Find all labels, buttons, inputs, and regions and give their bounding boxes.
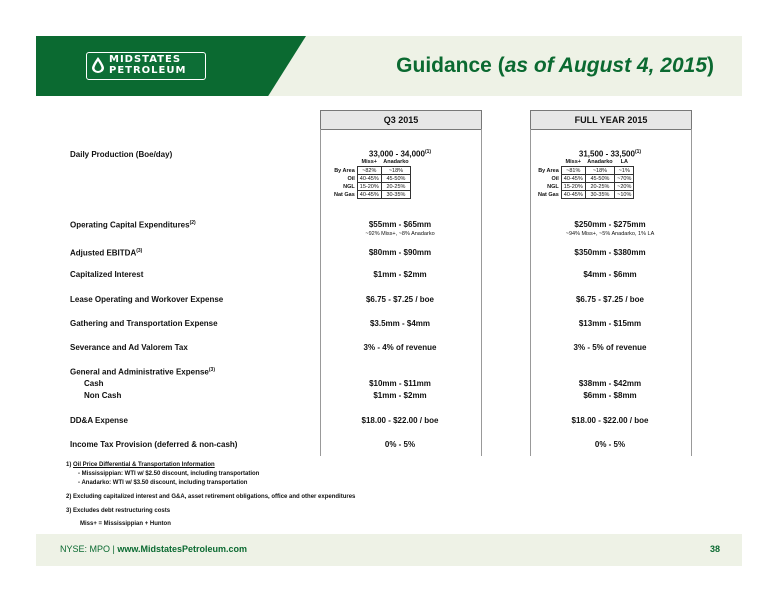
cash-label: Cash xyxy=(84,379,104,388)
capex-q3: $55mm - $65mm xyxy=(368,220,432,229)
dda-q3: $18.00 - $22.00 / boe xyxy=(361,416,439,425)
footnote-2: 2) Excluding capitalized interest and G&A, asset retirement obligations, office and other expenditures xyxy=(66,494,356,500)
loe-q3: $6.75 - $7.25 / boe xyxy=(365,295,435,304)
daily-production-fy: 31,500 - 33,500$^{(1)}$ xyxy=(578,149,642,159)
tax-label: Income Tax Provision (deferred & non-cash) xyxy=(70,440,238,449)
title-end: ) xyxy=(707,54,714,77)
footer-band xyxy=(36,534,742,566)
gathering-label: Gathering and Transportation Expense xyxy=(70,319,218,328)
table-row: Nat Gas 40-45% 30-35% ~10% xyxy=(536,191,634,199)
ebitda-q3: $80mm - $90mm xyxy=(368,248,432,257)
table-row: By Area ~82% ~18% xyxy=(332,167,411,175)
severance-fy: 3% - 5% of revenue xyxy=(573,343,647,352)
table-row: NGL 15-20% 20-25% xyxy=(332,183,411,191)
cap-interest-label: Capitalized Interest xyxy=(70,270,144,279)
logo-line2: PETROLEUM xyxy=(109,65,187,76)
footer-text xyxy=(60,544,247,554)
ga-label: General and Administrative Expense$^{(3)}$ xyxy=(70,367,215,377)
capex-q3-note: ~92% Miss+, ~8% Anadarko xyxy=(365,231,435,237)
table-row: Oil 40-45% 45-50% xyxy=(332,175,411,183)
slide xyxy=(36,36,742,566)
noncash-q3: $1mm - $2mm xyxy=(373,391,427,400)
title-main: Guidance ( xyxy=(396,54,505,77)
gathering-fy: $13mm - $15mm xyxy=(578,319,642,328)
dda-label: DD&A Expense xyxy=(70,416,128,425)
cap-interest-fy: $4mm - $6mm xyxy=(583,270,637,279)
table-header: Anadarko xyxy=(587,159,613,165)
fy-production-mix-table xyxy=(536,158,634,199)
noncash-fy: $6mm - $8mm xyxy=(583,391,637,400)
fy-column-header: FULL YEAR 2015 xyxy=(530,110,692,130)
noncash-label: Non Cash xyxy=(84,391,122,400)
q3-production-mix-table xyxy=(332,158,411,199)
daily-production-q3: 33,000 - 34,000$^{(1)}$ xyxy=(368,149,432,159)
cash-fy: $38mm - $42mm xyxy=(578,379,642,388)
capex-fy: $250mm - $275mm xyxy=(574,220,646,229)
fy-left-border xyxy=(530,129,531,456)
company-logo xyxy=(86,52,206,80)
q3-column-header: Q3 2015 xyxy=(320,110,482,130)
page-title xyxy=(396,54,714,78)
footnote-3: 3) Excludes debt restructuring costs xyxy=(66,508,171,514)
ebitda-label: Adjusted EBITDA$^{(3)}$ xyxy=(70,248,143,258)
table-header: LA xyxy=(620,159,628,165)
table-row: By Area ~81% ~18% ~1% xyxy=(536,167,634,175)
daily-production-label: Daily Production (Boe/day) xyxy=(70,150,173,159)
tax-q3: 0% - 5% xyxy=(384,440,416,449)
footnote-4: Miss+ = Mississippian + Hunton xyxy=(80,521,171,527)
footnote-1: 1) Oil Price Differential & Transportation Information xyxy=(66,462,215,468)
gathering-q3: $3.5mm - $4mm xyxy=(369,319,431,328)
q3-left-border xyxy=(320,129,321,456)
capex-fy-note: ~94% Miss+, ~5% Anadarko, 1% LA xyxy=(565,231,655,237)
footnote-1b: - Anadarko: WTI w/ $3.50 discount, including transportation xyxy=(78,480,248,486)
q3-right-border xyxy=(481,129,482,456)
table-header: Miss+ xyxy=(361,159,377,165)
footer-ticker: NYSE: MPO | xyxy=(60,544,118,554)
table-row: Nat Gas 40-45% 30-35% xyxy=(332,191,411,199)
header-band xyxy=(36,36,742,96)
ebitda-fy: $350mm - $380mm xyxy=(574,248,646,257)
cap-interest-q3: $1mm - $2mm xyxy=(373,270,427,279)
fy-right-border xyxy=(691,129,692,456)
dda-fy: $18.00 - $22.00 / boe xyxy=(571,416,649,425)
footer-url[interactable]: www.MidstatesPetroleum.com xyxy=(117,544,248,554)
loe-fy: $6.75 - $7.25 / boe xyxy=(575,295,645,304)
logo-line1: MIDSTATES xyxy=(109,54,182,65)
table-header: Miss+ xyxy=(565,159,581,165)
capex-label: Operating Capital Expenditures$^{(2)}$ xyxy=(70,220,196,230)
tax-fy: 0% - 5% xyxy=(594,440,626,449)
title-italic: as of August 4, 2015 xyxy=(504,54,707,77)
cash-q3: $10mm - $11mm xyxy=(369,379,431,388)
footnote-1a: - Mississippian: WTI w/ $2.50 discount, including transportation xyxy=(78,471,260,477)
table-row: NGL 15-20% 20-25% ~20% xyxy=(536,183,634,191)
table-row: Oil 40-45% 45-50% ~70% xyxy=(536,175,634,183)
severance-q3: 3% - 4% of revenue xyxy=(363,343,437,352)
oil-drop-icon xyxy=(92,57,104,73)
severance-label: Severance and Ad Valorem Tax xyxy=(70,343,188,352)
table-header: Anadarko xyxy=(383,159,409,165)
page-number: 38 xyxy=(709,544,720,554)
loe-label: Lease Operating and Workover Expense xyxy=(70,295,224,304)
